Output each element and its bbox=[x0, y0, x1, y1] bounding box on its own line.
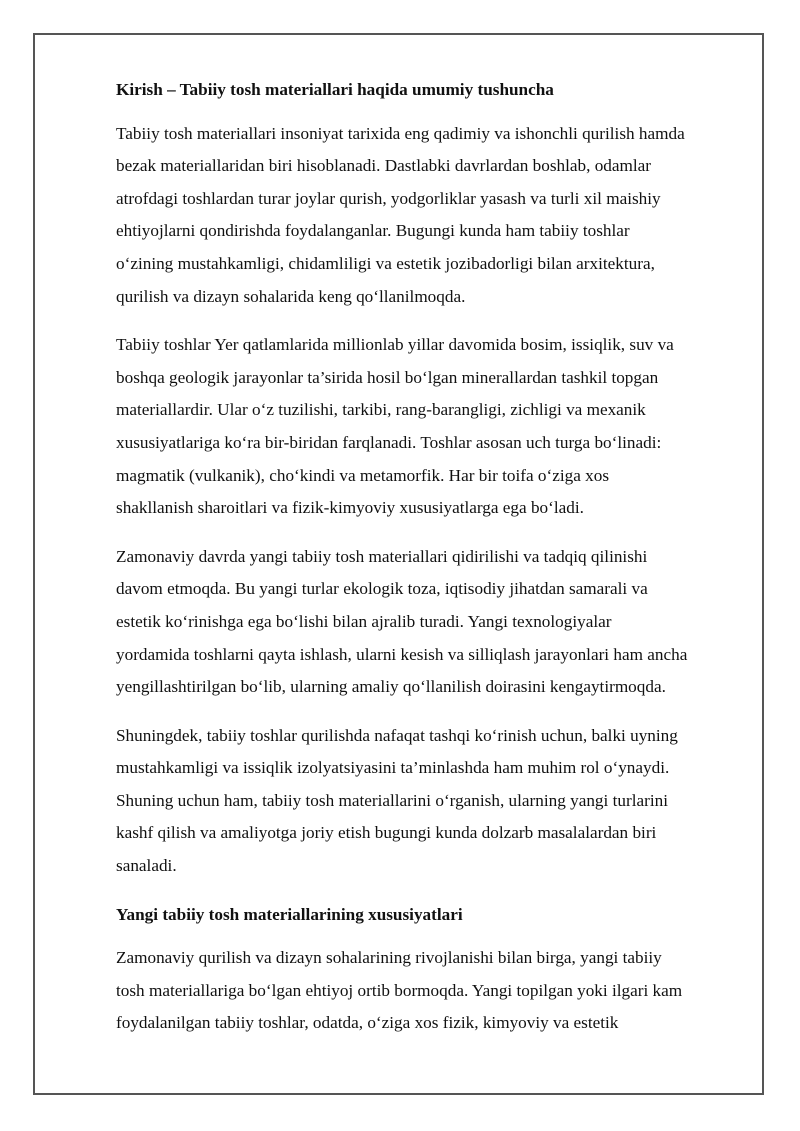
text-line: boshqa geologik jarayonlar ta’sirida hosil bo‘lgan minerallardan tashkil topgan bbox=[116, 367, 659, 387]
text-line: bezak materiallaridan biri hisoblanadi. Dastlabki davrlardan boshlab, odamlar bbox=[116, 156, 652, 176]
text-line: Shuningdek, tabiiy toshlar qurilishda nafaqat tashqi ko‘rinish uchun, balki uyning bbox=[116, 725, 678, 745]
text-line: foydalanilgan tabiiy toshlar, odatda, o‘ziga xos fizik, kimyoviy va estetik bbox=[116, 1013, 619, 1033]
text-line: Zamonaviy qurilish va dizayn sohalarining rivojlanishi bilan birga, yangi tabiiy bbox=[116, 948, 662, 968]
text-line: Tabiiy toshlar Yer qatlamlarida millionlab yillar davomida bosim, issiqlik, suv va bbox=[116, 335, 674, 355]
paragraph-2 bbox=[116, 329, 748, 525]
text-line: kashf qilish va amaliyotga joriy etish bugungi kunda dolzarb masalalardan biri bbox=[116, 823, 657, 843]
text-line: Shuning uchun ham, tabiiy tosh materiallarini o‘rganish, ularning yangi turlarini bbox=[116, 790, 668, 810]
section-heading-intro: Kirish – Tabiiy tosh materiallari haqida umumiy tushuncha bbox=[116, 80, 554, 99]
text-line: magmatik (vulkanik), cho‘kindi va metamorfik. Har bir toifa o‘ziga xos bbox=[116, 465, 610, 485]
text-line: Tabiiy tosh materiallari insoniyat tarixida eng qadimiy va ishonchli qurilish hamda bbox=[116, 123, 685, 143]
text-line: yengillashtirilgan bo‘lib, ularning amaliy qo‘llanilish doirasini kengaytirmoqda. bbox=[116, 677, 666, 697]
text-line: tosh materiallariga bo‘lgan ehtiyoj ortib bormoqda. Yangi topilgan yoki ilgari kam bbox=[116, 980, 683, 1000]
text-line: atrofdagi toshlardan turar joylar qurish, yodgorliklar yasash va turli xil maishiy bbox=[116, 188, 661, 208]
text-line: sanaladi. bbox=[116, 856, 177, 876]
text-line: shakllanish sharoitlari va fizik-kimyoviy xususiyatlarga ega bo‘ladi. bbox=[116, 498, 584, 518]
text-line: xususiyatlariga ko‘ra bir-biridan farqlanadi. Toshlar asosan uch turga bo‘linadi: bbox=[116, 432, 662, 452]
text-line: o‘zining mustahkamligi, chidamliligi va estetik jozibadorligi bilan arxitektura, bbox=[116, 253, 655, 273]
section-heading-properties: Yangi tabiiy tosh materiallarining xususiyatlari bbox=[116, 904, 463, 924]
paragraph-3 bbox=[116, 541, 748, 704]
text-line: qurilish va dizayn sohalarida keng qo‘llanilmoqda. bbox=[116, 286, 466, 306]
document-body bbox=[116, 74, 748, 1056]
paragraph-1 bbox=[116, 118, 748, 314]
paragraph-4 bbox=[116, 720, 748, 883]
text-line: yordamida toshlarni qayta ishlash, ularni kesish va silliqlash jarayonlari ham ancha bbox=[116, 644, 688, 664]
text-line: Zamonaviy davrda yangi tabiiy tosh materiallari qidirilishi va tadqiq qilinishi bbox=[116, 546, 648, 566]
text-line: ehtiyojlarni qondirishda foydalanganlar. Bugungi kunda ham tabiiy toshlar bbox=[116, 221, 630, 241]
paragraph-5 bbox=[116, 942, 748, 1040]
text-line: materiallardir. Ular o‘z tuzilishi, tarkibi, rang-barangligi, zichligi va mexanik bbox=[116, 400, 646, 420]
text-line: davom etmoqda. Bu yangi turlar ekologik toza, iqtisodiy jihatdan samarali va bbox=[116, 579, 648, 599]
text-line: estetik ko‘rinishga ega bo‘lishi bilan ajralib turadi. Yangi texnologiyalar bbox=[116, 611, 612, 631]
text-line: mustahkamligi va issiqlik izolyatsiyasini ta’minlashda ham muhim rol o‘ynaydi. bbox=[116, 758, 670, 778]
